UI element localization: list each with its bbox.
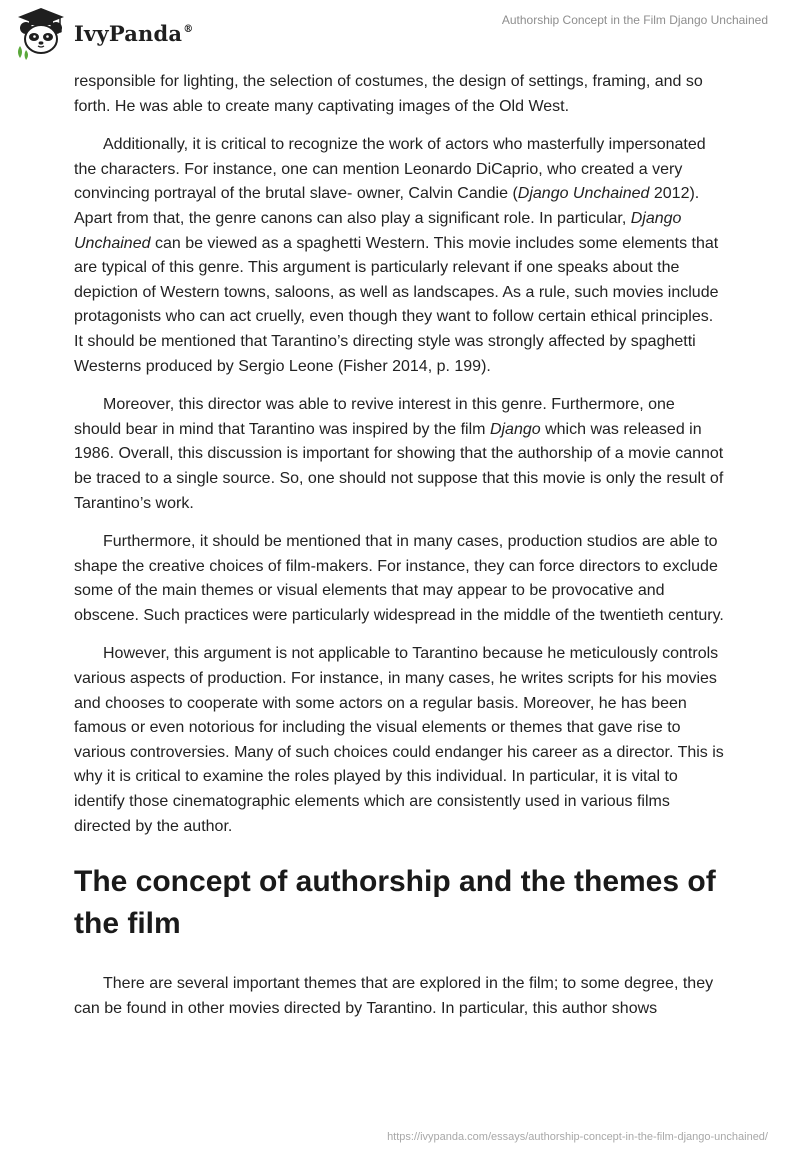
paragraph-continued: responsible for lighting, the selection of costumes, the design of settings, framing, and so forth. He was able to create many captivating images of the Old West. <box>74 73 703 115</box>
paragraph-actors-genre: Additionally, it is critical to recognize the work of actors who masterfully impersonated the characters. For instance, one can mention Leonardo DiCaprio, who created a very convincing portrayal of the brutal slave- owner, Calvin Candie (Django Unchained 2012). Apart from that, the genre canons can also play a significant role. In particular, Django Unchained can be viewed as a spaghetti Western. This movie includes some elements that are typical of this genre. This argument is particularly relevant if one speaks about the depiction of Western towns, saloons, as well as landscapes. As a rule, such movies include protagonists who can act cruelly, even though they want to follow certain ethical principles. It should be mentioned that Tarantino’s directing style was strongly affected by spaghetti Westerns produced by Sergio Leone (Fisher 2014, p. 199). <box>74 136 719 375</box>
paragraph-revive-interest: Moreover, this director was able to revive interest in this genre. Furthermore, one should bear in mind that Tarantino was inspired by the film Django which was released in 1986. Overall, this discussion is important for showing that the authorship of a movie cannot be traced to a single source. So, one should not suppose that this movie is only the result of Tarantino’s work. <box>74 396 724 512</box>
logo-wordmark: IvyPanda® <box>74 20 194 46</box>
paragraph-themes: There are several important themes that are explored in the film; to some degree, they can be found in other movies directed by Tarantino. In particular, this author shows <box>74 975 714 1017</box>
essay-body <box>74 70 726 1035</box>
paragraph-production-studios: Furthermore, it should be mentioned that in many cases, production studios are able to shape the creative choices of film-makers. For instance, they can force directors to exclude some of the main themes or visual elements that may appear to be provocative and obscene. Such practices were particularly widespread in the middle of the twentieth century. <box>74 533 724 624</box>
panda-graduate-icon <box>14 6 68 60</box>
ivypanda-logo[interactable] <box>14 6 193 60</box>
source-url[interactable]: https://ivypanda.com/essays/authorship-concept-in-the-film-django-unchained/ <box>387 1131 768 1143</box>
page-header <box>0 0 800 70</box>
paragraph-tarantino-control: However, this argument is not applicable to Tarantino because he meticulously controls various aspects of production. For instance, in many cases, he writes scripts for his movies and chooses to cooperate with some actors on a regular basis. Moreover, he has been famous or even notorious for including the visual elements or themes that gave rise to various controversies. Many of such choices could endanger his career as a director. This is why it is critical to examine the roles played by this individual. In particular, it is vital to identify those cinematographic elements which are consistently used in various films directed by the author. <box>74 645 724 835</box>
document-title: Authorship Concept in the Film Django Unchained <box>501 13 768 27</box>
section-heading: The concept of authorship and the themes of the film <box>74 865 716 941</box>
